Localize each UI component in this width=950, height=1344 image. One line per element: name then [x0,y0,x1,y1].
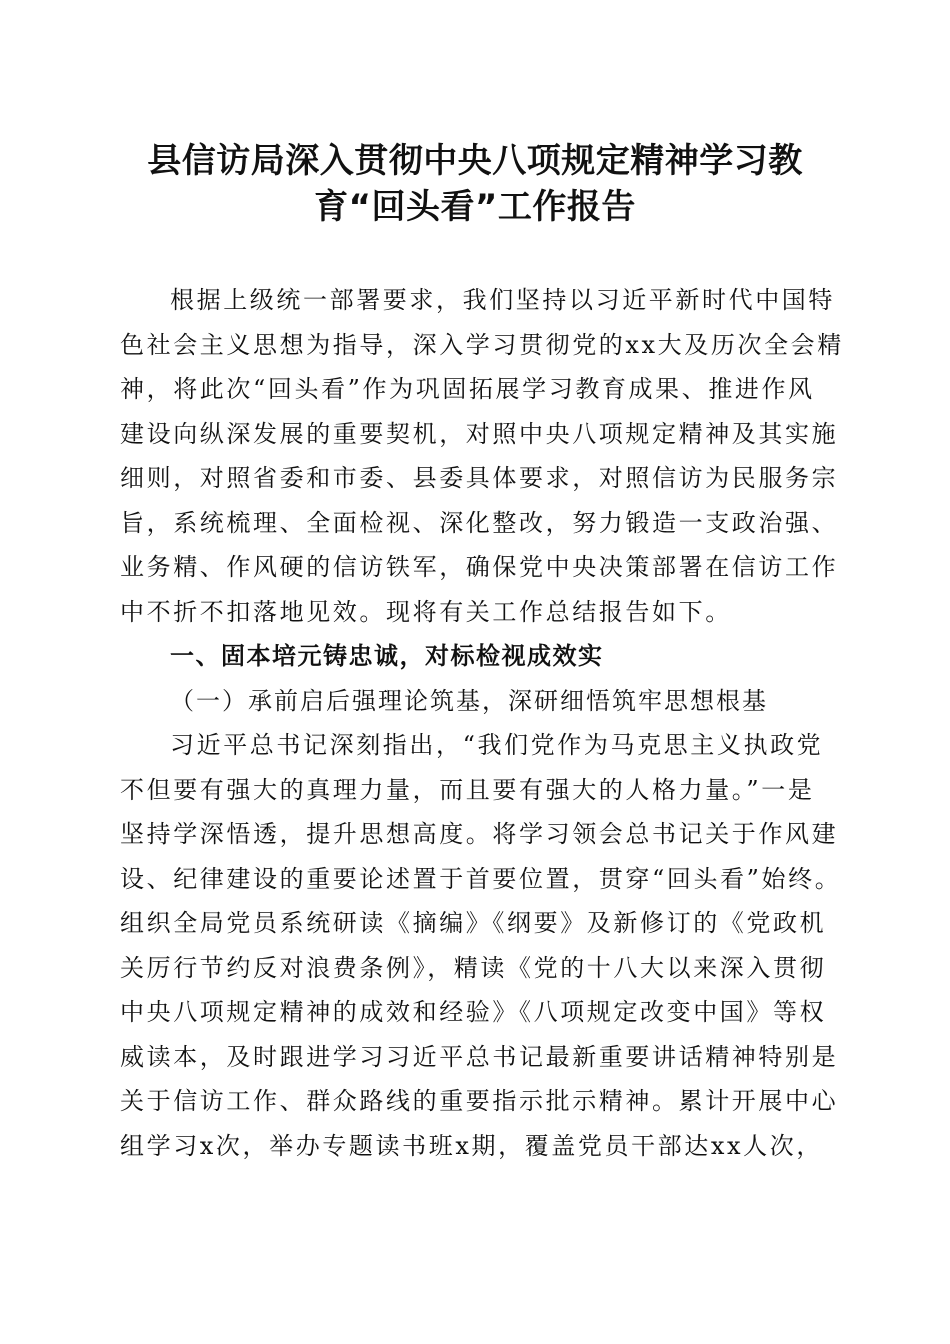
paragraph-line: 色社会主义思想为指导，深入学习贯彻党的xx大及历次全会精 [120,330,844,359]
paragraph-line: 根据上级统一部署要求，我们坚持以习近平新时代中国特 [170,286,835,314]
paragraph-line: 组织全局党员系统研读《摘编》《纲要》及新修订的《党政机 [120,909,827,937]
paragraph-line: 业务精、作风硬的信访铁军，确保党中央决策部署在信访工作 [120,553,839,581]
subsection-heading: （一）承前启后强理论筑基，深研细悟筑牢思想根基 [170,686,768,715]
title-line: 育“回头看”工作报告 [314,187,636,227]
paragraph-line: 建设向纵深发展的重要契机，对照中央八项规定精神及其实施 [120,419,839,448]
section-heading: 一、固本培元铸忠诚，对标检视成效实 [170,642,604,670]
document-body [120,278,844,1168]
paragraph-line: 设、纪律建设的重要论述置于首要位置，贯穿“回头看”始终。 [120,864,842,893]
paragraph-line: 习近平总书记深刻指出，“我们党作为马克思主义执政党 [170,731,824,759]
paragraph-line: 组学习x次，举办专题读书班x期，覆盖党员干部达xx人次， [120,1131,823,1160]
paragraph-line: 关厉行节约反对浪费条例》，精读《党的十八大以来深入贯彻 [120,953,827,982]
paragraph-line: 细则，对照省委和市委、县委具体要求，对照信访为民服务宗 [120,464,839,492]
paragraph-line: 威读本，及时跟进学习习近平总书记最新重要讲话精神特别是 [120,1042,839,1071]
paragraph-line: 关于信访工作、群众路线的重要指示批示精神。累计开展中心 [120,1087,839,1115]
paragraph-line: 神，将此次“回头看”作为巩固拓展学习教育成果、推进作风 [120,375,815,403]
paragraph-line: 中央八项规定精神的成效和经验》《八项规定改变中国》等权 [120,998,827,1026]
title-line: 县信访局深入贯彻中央八项规定精神学习教 [147,141,803,181]
paragraph-line: 不但要有强大的真理力量，而且要有强大的人格力量。”一是 [120,775,815,804]
paragraph-line: 旨，系统梳理、全面检视、深化整改，努力锻造一支政治强、 [120,508,839,537]
paragraph-line: 坚持学深悟透，提升思想高度。将学习领会总书记关于作风建 [120,820,839,848]
paragraph-line: 中不折不扣落地见效。现将有关工作总结报告如下。 [120,597,732,626]
document-title [100,138,850,230]
